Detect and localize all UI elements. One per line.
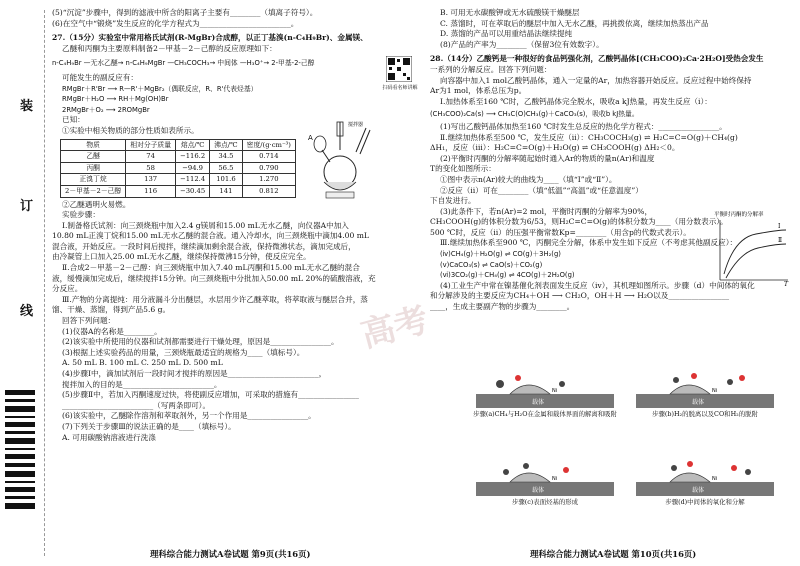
catalyst-step-b (630, 370, 780, 432)
apparatus-diagram (300, 120, 380, 200)
question-item: ②反应（ⅱ）可在________（填“低温”“高温”或“任意温度”） (440, 185, 643, 195)
ni-label: Ni (712, 476, 718, 482)
table-row (61, 151, 296, 163)
qr-code[interactable] (386, 56, 412, 82)
text-line: Ⅰ.加热体系至160 ℃时，乙酸钙晶体完全脱水，吸收a kJ热量，再发生反应（ⅰ）： (440, 96, 712, 106)
reaction-equation: (ⅳ)CH₄(g)＋H₂O(g) ⇌ CO(g)＋3H₂(g) (440, 250, 561, 259)
catalyst-step-d (630, 458, 780, 520)
text-line: (6)在空气中“锻烧”发生反应的化学方程式为________________________。 (52, 18, 299, 28)
footer-right-page: 理科综合能力测试A卷试题 第10页(共16页) (530, 549, 697, 559)
text-line: T的变化如图所示： (430, 164, 496, 174)
text-line: 可能发生的副反应有： (62, 72, 138, 82)
chart-axis-label-t: T (784, 281, 789, 286)
reaction-equation: (ⅴ)CaCO₃(s) ⇌ CaO(s)＋CO₂(g) (440, 260, 543, 269)
table-header-cell: 相对分子质量 (126, 139, 176, 151)
question-item: (3)根据上述实验药品的用量，三颈烧瓶最适宜的规格为____（填标号）。 (62, 347, 305, 357)
table-cell: 56.5 (210, 162, 243, 174)
left-page-column (52, 8, 412, 443)
catalyst-caption: 步骤(a)CH₄与H₂O在金属和载体界面的解离和吸附 (473, 410, 617, 418)
table-row (61, 185, 296, 197)
question-item: (2)平衡时丙酮的分解率随起始时通入Ar的物质的量n(Ar)和温度 (440, 153, 655, 163)
question-item: (4)工业生产中常在镍基催化剂表面发生反应（ⅳ），其机理如图所示。步骤（d）中间体的氧化 (440, 280, 755, 290)
question-28-heading: 28.（14分）乙酸钙是一种很好的食品钙强化剂，乙酸钙晶体[(CH₃COO)₂Ca·2H₂O]受热会发生 (430, 54, 764, 64)
question-item: (7)下列关于步骤Ⅲ的说法正确的是____（填标号）。 (62, 421, 236, 431)
question-27-heading: 27.（15分）实验室中常用格氏试剂(R-MgBr)合成醇，以正丁基溴(n-C₄H₉Br)、金属镁、 (52, 33, 368, 43)
text-line: Ar为1 mol，体系总压为p。 (430, 86, 527, 96)
chart-curve-1 (724, 230, 786, 274)
text-line: 已知： (62, 115, 85, 125)
chart-title: 平衡时丙酮的分解率 (714, 212, 764, 218)
table-header-cell: 沸点/℃ (210, 139, 243, 151)
text-line: 液，缓慢滴加完成后，继续搅拌15分钟。向三颈烧瓶中分批加入50.00 mL 20%的硫酸溶液，充 (52, 273, 376, 283)
watermark: 高考 (356, 299, 433, 356)
table-cell: 101.6 (210, 174, 243, 186)
qr-caption: 扫码看名师讲解 (382, 85, 418, 91)
table-cell: 0.714 (242, 151, 295, 163)
table-header-row (61, 139, 296, 151)
text-line: 回答下列问题： (62, 316, 116, 326)
side-reaction: RMgBr＋H₂O ⟶ RH＋Mg(OH)Br (62, 95, 169, 104)
table-header-cell: 物质 (61, 139, 126, 151)
table-row (61, 162, 296, 174)
footer-left-page: 理科综合能力测试A卷试题 第9页(共16页) (150, 549, 311, 559)
text-line: 向容器中加入1 mol乙酸钙晶体，通入一定量的Ar，加热容器开始反应。反应过程中始终保持 (440, 75, 752, 85)
catalyst-diagram (470, 370, 620, 410)
question-item: ①图中表示n(Ar)较大的曲线为____（填“Ⅰ”或“Ⅱ”）。 (440, 174, 617, 184)
text-line: 10.80 mL正溴丁烷和15.00 mL无水乙醚的混合液。通入冷却水，向三颈烧瓶中滴加4.00 mL (52, 231, 369, 241)
text-line: ①实验中相关物质的部分性质如表所示。 (62, 125, 199, 135)
question-item: (2)该实验中所使用的仪器和试剂都需要进行干燥处理，原因是________________。 (62, 337, 339, 347)
text-line: ②乙醚遇明火易燃。 (62, 199, 131, 209)
support-label: 载体 (692, 487, 705, 494)
table-cell: −116.2 (176, 151, 210, 163)
text-line: 一系列的分解反应。回答下列问题： (430, 64, 552, 74)
side-reaction: 2RMgBr＋O₂ ⟶ 2ROMgBr (62, 105, 150, 114)
question-item: (5)步骤Ⅱ中，若加入丙酮速度过快，将使副反应增加，可采取的措施有________________ (62, 390, 359, 400)
apparatus-label-a: A (308, 134, 313, 142)
text-line: Ⅱ.合成2－甲基－2－己醇：向三颈烧瓶中加入7.40 mL丙酮和15.00 mL无水乙醚的混合 (62, 263, 360, 273)
reaction-equation: (ⅵ)3CO₂(g)＋CH₄(g) ⇌ 4CO(g)＋2H₂O(g) (440, 271, 575, 280)
barcode-graphic (5, 390, 35, 510)
answer-option: B. 可用无水碳酸钾或无水硫酸镁干燥醚层 (440, 8, 580, 17)
catalyst-caption: 步骤(d)中间体的氧化和分解 (665, 498, 745, 506)
text-line: 和分解涉及的主要反应为CH₄＋OH ⟶ CH₂O，OH＋H ⟶ H₂O以及________________ (430, 291, 730, 301)
text-line: 实验步骤： (62, 210, 100, 220)
table-cell: −94.9 (176, 162, 210, 174)
answer-option: C. 蒸馏时，可在萃取后的醚层中加入无水乙醚，再挑拨依离，继续加热蒸出产品 (440, 18, 709, 28)
question-item: ________________________（写两条即可）。 (62, 400, 211, 410)
text-line: 混合液，开始反应。一段时间后搅拌，继续滴加剩余混合液，保持微沸状态，滴加完成后， (52, 241, 356, 251)
answer-options: A. 50 mL B. 100 mL C. 250 mL D. 500 mL (62, 358, 223, 368)
question-item: (3)此条件下，若n(Ar)=2 mol，平衡时丙酮的分解率为90%， (440, 206, 653, 216)
catalyst-diagram (630, 370, 780, 410)
text-line: Ⅱ.继续加热体系至500 ℃，发生反应（ⅱ）：CH₃COCH₃(g) ⇌ H₂C=C=O(g)＋CH₄(g) (440, 132, 738, 142)
text-line: Ⅰ.制备格氏试剂：向三颈烧瓶中加入2.4 g镁屑和15.00 mL无水乙醚，向仪器A中加入 (62, 220, 349, 230)
support-label: 载体 (532, 487, 545, 494)
chart-curve-label-2: Ⅱ (778, 237, 783, 244)
catalyst-caption: 步骤(b)H₂的脱离以及CO和H₂的脱附 (652, 410, 758, 418)
text-line: (5)“沉淀”步骤中，得到的滤液中所含的阳离子主要有________（填离子符号）。 (52, 8, 318, 17)
apparatus-label-stirrer: 搅拌器 (348, 122, 364, 128)
table-cell: 74 (126, 151, 176, 163)
decomposition-chart (712, 208, 792, 286)
question-item: (8)产品的产率为________（保留3位有效数字）。 (440, 39, 604, 49)
table-cell: 141 (210, 185, 243, 197)
answer-option: D. 蒸馏的产品可以用重结晶法继续提纯 (440, 29, 573, 39)
catalyst-step-a (470, 370, 620, 432)
table-cell: 2－甲基－2－己醇 (61, 185, 126, 197)
table-cell: 丙酮 (61, 162, 126, 174)
table-header-cell: 密度/(g·cm⁻³) (242, 139, 295, 151)
support-label: 载体 (532, 399, 545, 406)
table-cell: 正溴丁烷 (61, 174, 126, 186)
ni-label: Ni (712, 388, 718, 394)
binding-label-zhuang: 装 (20, 99, 34, 114)
ni-label: Ni (552, 476, 558, 482)
text-line: 馏、干燥、蒸馏，得到产品5.6 g。 (52, 305, 171, 315)
reaction-scheme: n-C₄H₉Br —无水乙醚→ n-C₄H₉MgBr —CH₃COCH₃→ 中间体 —H₃O⁺→ 2-甲基-2-己醇 (52, 59, 315, 68)
table-cell: −30.45 (176, 185, 210, 197)
table-header-cell: 熔点/℃ (176, 139, 210, 151)
side-reaction: RMgBr＋R'Br ⟶ R—R'＋MgBr₂（偶联反应，R、R'代表烃基） (62, 84, 258, 93)
binding-margin (0, 0, 44, 566)
catalyst-caption: 步骤(c)表面烃基的形成 (511, 498, 579, 506)
ni-label: Ni (552, 388, 558, 394)
binding-label-ding: 订 (20, 199, 34, 214)
question-item: (6)该实验中，乙醚除作溶剂和萃取剂外，另一个作用是________________。 (62, 411, 316, 421)
text-line: 分反应。 (52, 284, 83, 294)
table-cell: −112.4 (176, 174, 210, 186)
question-item: 搅拌加入的目的是________________________。 (62, 379, 222, 389)
table-cell: 0.790 (242, 162, 295, 174)
question-item: (4)步骤Ⅰ中，滴加试剂后一段时间才搅拌的原因是________________________， (62, 369, 327, 378)
table-cell: 乙醚 (61, 151, 126, 163)
table-cell: 58 (126, 162, 176, 174)
properties-table (60, 139, 296, 198)
reaction-equation: (CH₃COO)₂Ca(s) ⟶ CH₃C(O)CH₃(g)＋CaCO₃(s)，吸收b kJ热量。 (430, 110, 639, 119)
text-line: 乙醚和丙酮为主要原料制备2－甲基－2－己醇的反应原理如下： (62, 43, 277, 53)
text-line: ____，生成主要副产物的步骤为________。 (430, 302, 575, 312)
answer-option: A. 可用碳酸钠溶液进行洗涤 (62, 432, 156, 442)
table-cell: 34.5 (210, 151, 243, 163)
table-cell: 1.270 (242, 174, 295, 186)
text-line: 500 ℃时，反应（ⅱ）的压强平衡常数Kp=________（用含p的代数式表示）。 (430, 227, 691, 237)
question-item: (1)写出乙酸钙晶体加热至160 ℃时发生总反应的热化学方程式：________________。 (440, 121, 727, 131)
catalyst-diagram (630, 458, 780, 498)
text-line: Ⅲ.继续加热体系至900 ℃，丙酮完全分解，体系中发生如下反应（不考虑其他副反应）： (440, 238, 738, 248)
text-line: CH₃COOH(g)的体积分数为6/53，则H₂C=C=O(g)的体积分数为____（用分数表示）。 (430, 217, 728, 227)
table-row (61, 174, 296, 186)
table-cell: 0.812 (242, 185, 295, 197)
support-label: 载体 (692, 399, 705, 406)
text-line: 由冷凝管上口加入25.00 mL无水乙醚，继续保持微沸15分钟，使反应完全。 (52, 252, 311, 262)
catalyst-step-c (470, 458, 620, 520)
text-line: Ⅲ.产物的分离提纯：用分液漏斗分出醚层，水层用少许乙醚萃取，将萃取液与醚层合并，蒸 (62, 294, 368, 304)
question-item: (1)仪器A的名称是________。 (62, 326, 162, 336)
binding-label-xian: 线 (20, 304, 34, 319)
text-line: 下自发进行。 (430, 196, 476, 206)
binding-dashed-line (44, 10, 45, 556)
table-cell: 137 (126, 174, 176, 186)
table-cell: 116 (126, 185, 176, 197)
catalyst-diagram (470, 458, 620, 498)
chart-curve-label-1: Ⅰ (778, 223, 781, 230)
text-line: ΔH₁，反应（ⅲ）：H₂C=C=O(g)＋H₂O(g) ⇌ CH₃COOH(g) ΔH₂＜0。 (430, 143, 680, 153)
